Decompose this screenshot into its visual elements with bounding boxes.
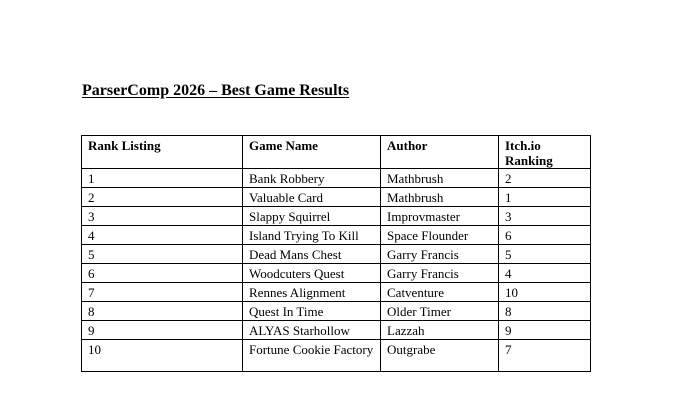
- table-row: [82, 340, 591, 372]
- author-cell: Lazzah: [381, 321, 499, 340]
- table-row: [82, 207, 591, 226]
- game-name-cell: Woodcuters Quest: [243, 264, 381, 283]
- game-name-cell: ALYAS Starhollow: [243, 321, 381, 340]
- author-cell: Space Flounder: [381, 226, 499, 245]
- table-row: [82, 188, 591, 207]
- header-author: Author: [381, 136, 499, 169]
- itchio-rank-cell: 6: [499, 226, 591, 245]
- itchio-rank-cell: 7: [499, 340, 591, 372]
- rank-cell: 8: [82, 302, 243, 321]
- game-name-cell: Rennes Alignment: [243, 283, 381, 302]
- table-row: [82, 321, 591, 340]
- rank-cell: 10: [82, 340, 243, 372]
- rank-cell: 9: [82, 321, 243, 340]
- itchio-rank-cell: 1: [499, 188, 591, 207]
- author-cell: Older Timer: [381, 302, 499, 321]
- itchio-rank-cell: 9: [499, 321, 591, 340]
- author-cell: Mathbrush: [381, 188, 499, 207]
- table-row: [82, 226, 591, 245]
- itchio-rank-cell: 8: [499, 302, 591, 321]
- game-name-cell: Quest In Time: [243, 302, 381, 321]
- itchio-rank-cell: 10: [499, 283, 591, 302]
- header-game-name: Game Name: [243, 136, 381, 169]
- rank-cell: 4: [82, 226, 243, 245]
- header-row: [82, 136, 591, 169]
- itchio-rank-cell: 5: [499, 245, 591, 264]
- table-row: [82, 283, 591, 302]
- rank-cell: 5: [82, 245, 243, 264]
- itchio-rank-cell: 3: [499, 207, 591, 226]
- game-name-cell: Valuable Card: [243, 188, 381, 207]
- header-itchio-ranking: Itch.io Ranking: [499, 136, 591, 169]
- game-name-cell: Fortune Cookie Factory: [243, 340, 381, 372]
- game-name-cell: Dead Mans Chest: [243, 245, 381, 264]
- itchio-rank-cell: 2: [499, 169, 591, 188]
- table-row: [82, 245, 591, 264]
- author-cell: Outgrabe: [381, 340, 499, 372]
- rank-cell: 2: [82, 188, 243, 207]
- author-cell: Garry Francis: [381, 245, 499, 264]
- table-row: [82, 264, 591, 283]
- rank-cell: 3: [82, 207, 243, 226]
- game-name-cell: Island Trying To Kill: [243, 226, 381, 245]
- rank-cell: 6: [82, 264, 243, 283]
- author-cell: Mathbrush: [381, 169, 499, 188]
- table-row: [82, 302, 591, 321]
- results-table: [81, 135, 591, 372]
- header-rank-listing: Rank Listing: [82, 136, 243, 169]
- table-row: [82, 169, 591, 188]
- author-cell: Catventure: [381, 283, 499, 302]
- rank-cell: 1: [82, 169, 243, 188]
- document-title: ParserComp 2026 – Best Game Results: [82, 82, 350, 99]
- game-name-cell: Slappy Squirrel: [243, 207, 381, 226]
- itchio-rank-cell: 4: [499, 264, 591, 283]
- rank-cell: 7: [82, 283, 243, 302]
- game-name-cell: Bank Robbery: [243, 169, 381, 188]
- author-cell: Improvmaster: [381, 207, 499, 226]
- author-cell: Garry Francis: [381, 264, 499, 283]
